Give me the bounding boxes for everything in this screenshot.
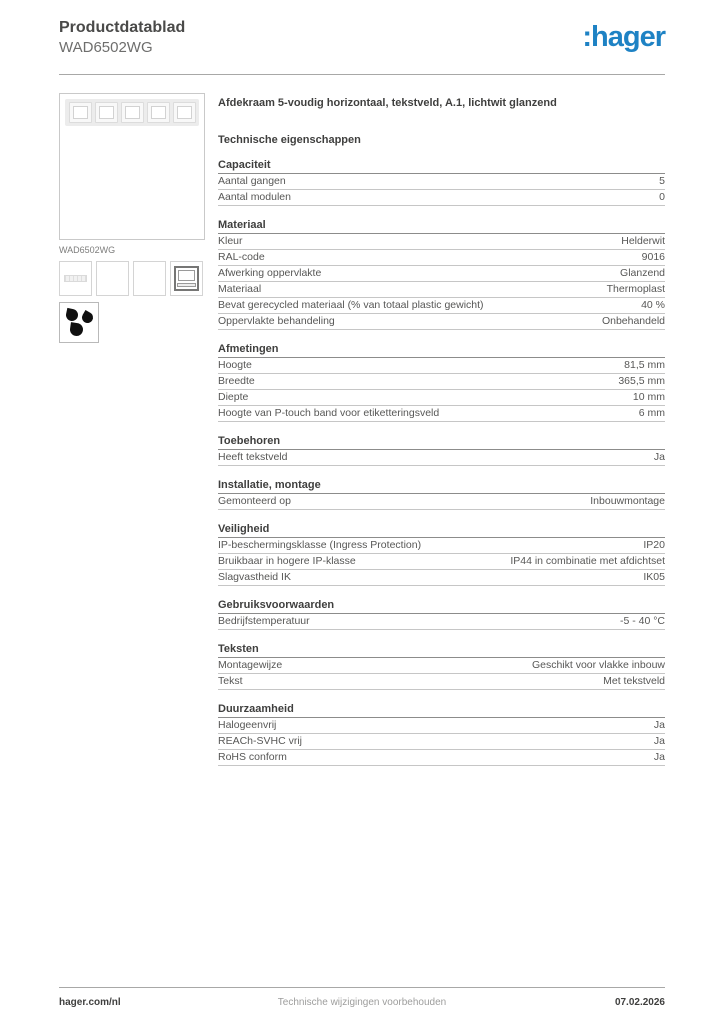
spec-row bbox=[218, 190, 665, 206]
thumbnail-row bbox=[59, 261, 205, 296]
spec-label: Hoogte van P-touch band voor etiketteringsveld bbox=[218, 407, 440, 419]
spec-row bbox=[218, 734, 665, 750]
section-title: Teksten bbox=[218, 643, 665, 658]
footer-date: 07.02.2026 bbox=[614, 997, 665, 1008]
spec-section bbox=[218, 159, 665, 206]
spec-value: 40 % bbox=[641, 299, 665, 311]
product-image bbox=[59, 93, 205, 240]
section-rows bbox=[218, 538, 665, 586]
thumbnail-technical-drawing bbox=[170, 261, 203, 296]
spec-label: RoHS conform bbox=[218, 751, 287, 763]
mini-frame-drawing bbox=[64, 275, 87, 282]
spec-label: Materiaal bbox=[218, 283, 262, 295]
spec-row bbox=[218, 718, 665, 734]
frame-opening bbox=[151, 106, 166, 119]
spec-row bbox=[218, 266, 665, 282]
section-title: Duurzaamheid bbox=[218, 703, 665, 718]
spec-value: Ja bbox=[653, 735, 665, 747]
spec-value: -5 - 40 °C bbox=[619, 615, 665, 627]
spec-value: Ja bbox=[653, 751, 665, 763]
frame-opening bbox=[125, 106, 140, 119]
frame-module bbox=[121, 102, 144, 123]
header-titles bbox=[59, 18, 185, 57]
spec-label: RAL-code bbox=[218, 251, 265, 263]
spec-row bbox=[218, 390, 665, 406]
header bbox=[59, 18, 665, 57]
spec-value: Geschikt voor vlakke inbouw bbox=[531, 659, 665, 671]
spec-section bbox=[218, 479, 665, 510]
section-rows bbox=[218, 358, 665, 422]
frame-module bbox=[147, 102, 170, 123]
spec-row bbox=[218, 538, 665, 554]
spec-section bbox=[218, 523, 665, 586]
section-title: Toebehoren bbox=[218, 435, 665, 450]
spec-value: 0 bbox=[659, 191, 665, 203]
thumbnail-blank-2 bbox=[133, 261, 166, 296]
spec-label: Tekst bbox=[218, 675, 243, 687]
section-title: Capaciteit bbox=[218, 159, 665, 174]
section-title: Gebruiksvoorwaarden bbox=[218, 599, 665, 614]
product-description: Afdekraam 5-voudig horizontaal, tekstveld, A.1, lichtwit glanzend bbox=[218, 97, 557, 109]
spec-label: Hoogte bbox=[218, 359, 252, 371]
spec-value: Onbehandeld bbox=[601, 315, 665, 327]
section-title: Materiaal bbox=[218, 219, 665, 234]
spec-value: IP44 in combinatie met afdichtset bbox=[510, 555, 665, 567]
spec-label: IP-beschermingsklasse (Ingress Protection) bbox=[218, 539, 422, 551]
product-code: WAD6502WG bbox=[59, 39, 153, 56]
footer-website-link[interactable]: hager.com/nl bbox=[59, 997, 121, 1008]
spec-label: Gemonteerd op bbox=[218, 495, 291, 507]
section-title: Veiligheid bbox=[218, 523, 665, 538]
spec-label: Aantal modulen bbox=[218, 191, 291, 203]
spec-row bbox=[218, 250, 665, 266]
footer-disclaimer: Technische wijzigingen voorbehouden bbox=[277, 997, 447, 1008]
frame-module bbox=[173, 102, 196, 123]
spec-value: Ja bbox=[653, 451, 665, 463]
drop-shape bbox=[69, 322, 84, 337]
spec-row bbox=[218, 494, 665, 510]
spec-sections bbox=[218, 159, 665, 766]
cover-frame-drawing bbox=[65, 99, 199, 126]
spec-value: 6 mm bbox=[638, 407, 665, 419]
spec-value: Thermoplast bbox=[606, 283, 665, 295]
spec-value: Inbouwmontage bbox=[590, 495, 665, 507]
spec-value: Helderwit bbox=[621, 235, 665, 247]
spec-section bbox=[218, 219, 665, 330]
spec-row bbox=[218, 554, 665, 570]
spec-row bbox=[218, 374, 665, 390]
technical-properties-heading: Technische eigenschappen bbox=[218, 134, 361, 146]
spec-row bbox=[218, 314, 665, 330]
spec-label: Slagvastheid IK bbox=[218, 571, 291, 583]
hager-logo: :hager bbox=[582, 21, 665, 53]
spec-value: 81,5 mm bbox=[624, 359, 665, 371]
section-rows bbox=[218, 658, 665, 690]
frame-module bbox=[95, 102, 118, 123]
frame-module bbox=[69, 102, 92, 123]
spec-row bbox=[218, 614, 665, 630]
section-title: Afmetingen bbox=[218, 343, 665, 358]
spec-value: Ja bbox=[653, 719, 665, 731]
spec-section bbox=[218, 343, 665, 422]
document-title: Productdatablad bbox=[59, 19, 186, 36]
spec-label: Halogeenvrij bbox=[218, 719, 277, 731]
drop-shape bbox=[65, 308, 79, 322]
spec-row bbox=[218, 358, 665, 374]
spec-row bbox=[218, 674, 665, 690]
spec-value: Glanzend bbox=[620, 267, 665, 279]
spec-column bbox=[218, 93, 665, 766]
spec-label: Aantal gangen bbox=[218, 175, 286, 187]
image-column bbox=[59, 93, 205, 766]
spec-section bbox=[218, 703, 665, 766]
spec-label: Afwerking oppervlakte bbox=[218, 267, 322, 279]
spec-value: 9016 bbox=[641, 251, 665, 263]
spec-label: Montagewijze bbox=[218, 659, 283, 671]
spec-row bbox=[218, 282, 665, 298]
footer bbox=[59, 987, 665, 1008]
spec-label: Kleur bbox=[218, 235, 243, 247]
spec-row bbox=[218, 570, 665, 586]
spec-label: REACh-SVHC vrij bbox=[218, 735, 303, 747]
spec-label: Bevat gerecycled materiaal (% van totaal plastic gewicht) bbox=[218, 299, 484, 311]
droplets-icon bbox=[59, 302, 99, 343]
header-divider bbox=[59, 74, 665, 75]
spec-row bbox=[218, 234, 665, 250]
spec-label: Breedte bbox=[218, 375, 255, 387]
spec-label: Bedrijfstemperatuur bbox=[218, 615, 310, 627]
spec-label: Diepte bbox=[218, 391, 249, 403]
spec-value: 365,5 mm bbox=[618, 375, 665, 387]
spec-label: Oppervlakte behandeling bbox=[218, 315, 335, 327]
technical-drawing-icon bbox=[174, 266, 199, 291]
section-rows bbox=[218, 494, 665, 510]
spec-label: Heeft tekstveld bbox=[218, 451, 288, 463]
spec-section bbox=[218, 435, 665, 466]
spec-row bbox=[218, 450, 665, 466]
spec-label: Bruikbaar in hogere IP-klasse bbox=[218, 555, 356, 567]
spec-section bbox=[218, 643, 665, 690]
spec-value: 10 mm bbox=[632, 391, 665, 403]
thumbnail-product-front bbox=[59, 261, 92, 296]
drop-shape bbox=[80, 310, 95, 325]
spec-value: IP20 bbox=[643, 539, 665, 551]
spec-section bbox=[218, 599, 665, 630]
main-content bbox=[59, 93, 665, 766]
spec-row bbox=[218, 174, 665, 190]
section-rows bbox=[218, 614, 665, 630]
frame-opening bbox=[73, 106, 88, 119]
spec-row bbox=[218, 298, 665, 314]
spec-row bbox=[218, 750, 665, 766]
section-rows bbox=[218, 234, 665, 330]
spec-value: IK05 bbox=[643, 571, 665, 583]
thumbnail-blank-1 bbox=[96, 261, 129, 296]
section-title: Installatie, montage bbox=[218, 479, 665, 494]
frame-opening bbox=[177, 106, 192, 119]
section-rows bbox=[218, 718, 665, 766]
spec-value: 5 bbox=[659, 175, 665, 187]
frame-opening bbox=[99, 106, 114, 119]
section-rows bbox=[218, 450, 665, 466]
product-image-caption: WAD6502WG bbox=[59, 245, 116, 255]
section-rows bbox=[218, 174, 665, 206]
spec-row bbox=[218, 406, 665, 422]
spec-value: Met tekstveld bbox=[603, 675, 665, 687]
spec-row bbox=[218, 658, 665, 674]
